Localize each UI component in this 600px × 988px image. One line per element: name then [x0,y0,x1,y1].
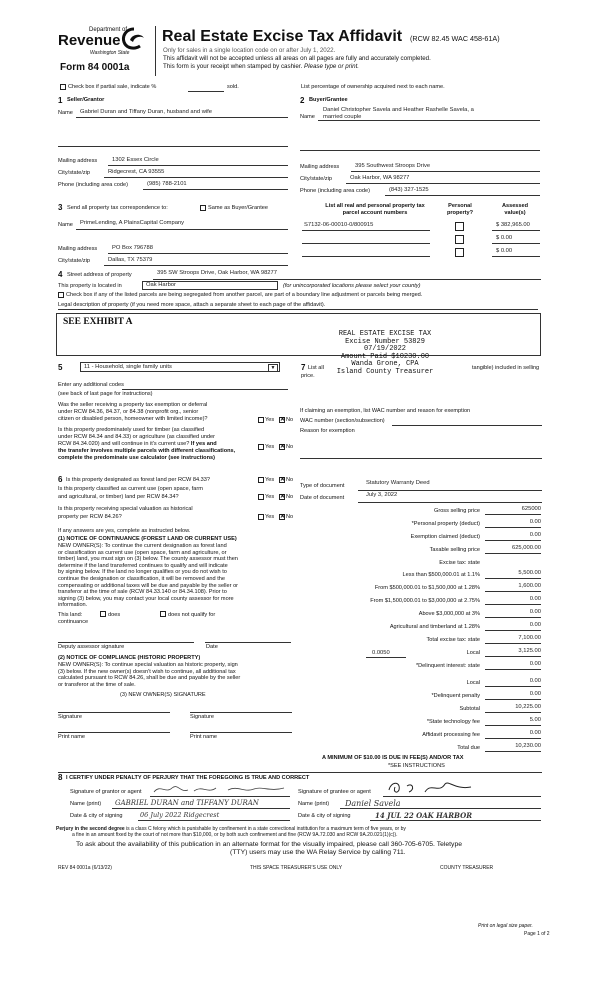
seller-phone-label: Phone (including area code) [58,182,128,188]
calc-value[interactable]: 625,000.00 [511,545,541,551]
calc-value[interactable]: 0.00 [529,730,541,736]
reason-label: Reason for exemption [300,428,355,434]
deputy-date-label: Date [206,644,218,650]
buyer-name-field-2[interactable]: married couple [323,114,362,120]
forest-yes-checkbox[interactable] [258,477,264,483]
location-select[interactable]: Oak Harbor [142,281,278,290]
same-as-buyer-checkbox[interactable] [200,205,206,211]
notice-line: transferor at the time of sale (RCW 84.33.140 or 84.34.108). Prior to [58,589,227,596]
treasurer-stamp [300,331,470,377]
grantee-name-label: Name (print) [298,801,330,807]
legal-description-text: SEE EXHIBIT A [63,317,133,327]
wac-label: WAC number (section/subsection) [300,418,385,424]
sold-label: sold. [227,84,239,90]
notice-line: (3) below. If the new owner(s) doesn't wish to continue, all additional tax [58,668,236,675]
partial-sale-checkbox[interactable] [60,84,66,90]
signature-label: Signature [58,714,82,720]
revenue-wordmark: Revenue [58,32,121,49]
legal-desc-label: Legal description of property (if you need more space, attach a separate sheet to each page of the affidavit). [58,302,326,308]
new-owner-signature-title: (3) NEW OWNER(S) SIGNATURE [120,692,206,698]
notice-compliance-body [58,662,240,688]
calc-label: From $500,000.01 to $1,500,000 at 1.28% [374,585,480,591]
calc-value[interactable]: 0.00 [529,596,541,602]
section5-q2-line4: the transfer involves multiple parcels with different classifications, [58,448,236,454]
notice-line: or classification as current use (open space, farm and agriculture, or [58,549,227,556]
additional-codes-label: Enter any additional codes [58,382,124,388]
buyer-name-field-1[interactable]: Daniel Christopher Savela and Heather Rashelle Savela, a [323,107,474,113]
no-label: No [286,514,294,520]
revision-label: REV 84 0001a (6/13/22) [58,865,112,871]
local-rate-field[interactable]: 0.0050 [372,650,390,656]
this-land-label: This land: [58,612,83,618]
segregated-checkbox[interactable] [58,292,64,298]
calc-label: Affidavit processing fee [422,732,480,738]
buyer-phone-field[interactable]: (843) 327-1525 [389,187,429,193]
buyer-city-label: City/state/zip [300,176,333,182]
does-label: does [108,612,121,618]
list-all-label: List all [308,365,324,371]
section5-q1-line1: Was the seller receiving a property tax exemption or deferral [58,402,208,408]
calc-value[interactable]: 3,125.00 [518,648,541,654]
calc-label: *Delinquent penalty [431,693,480,699]
seller-city-label: City/state/zip [58,170,91,176]
forest-no-checkbox[interactable]: ✕ [280,477,286,483]
notice-line: by signing below. If the land no longer qualifies or you do not wish to [58,569,227,576]
current-use-yes-checkbox[interactable] [258,494,264,500]
section5-q2-line2: under RCW 84.34 and 84.33) or agriculture (as classified under [58,434,216,440]
notice-line: timber) land, you must sign on (3) below. The county assessor must then [58,556,238,563]
grantor-signature-label: Signature of grantor or agent [70,789,142,795]
section5-q1-line3: citizen or disabled person, homeowner with limited income)? [58,416,208,422]
seller-name-field[interactable]: Gabriel Duran and Tiffany Duran, husband and wife [80,109,213,115]
section6-q3-line1: Is this property receiving special valuation as historical [58,506,193,512]
calc-label: Taxable selling price [429,547,480,553]
section8-number: 8 [58,773,63,782]
stamp-line: Amount Paid $10230.00 [340,352,430,361]
calc-value[interactable]: 0.00 [529,691,541,697]
yes-label: Yes [265,477,275,483]
current-use-no-checkbox[interactable]: ✕ [280,494,286,500]
tax-corr-name-field[interactable]: PrimeLending, A PlainsCapital Company [80,220,185,226]
price-label: price. [301,373,315,379]
located-label: This property is located in [58,283,122,289]
grantor-name-label: Name (print) [70,801,102,807]
calc-label: Gross selling price [433,508,480,514]
calc-value[interactable]: 0.00 [529,678,541,684]
stamp-line: Island County Treasurer [336,367,434,376]
tax-corr-name-label: Name [58,222,73,228]
minimum-due-note: A MINIMUM OF $10.00 IS DUE IN FEE(S) AND/OR TAX [322,755,464,761]
property-use-value: 11 - Household, single family units [84,364,172,370]
does-checkbox[interactable] [100,611,106,617]
calc-label: Exemption claimed (deduct) [410,534,480,540]
legal-paper-note: Print on legal size paper. [478,923,533,929]
notice-line: determine if the land transferred continues to qualify and will indicate [58,562,228,569]
section5-number: 5 [58,363,63,372]
header-divider [155,26,156,76]
calc-label: Total due [457,745,480,751]
tax-corr-section-number: 3 [58,203,63,212]
yes-label: Yes [265,514,275,520]
no-label: No [286,417,294,423]
section6-q2-line2: and agricultural, or timber) land per RCW 84.34? [58,494,179,500]
grantee-signature [385,778,475,796]
grantee-date-city[interactable]: 14 JUL 22 OAK HARBOR [375,811,473,820]
section5-q2-line1: Is this property predominately used for timber (as classified [58,427,205,433]
personal-property-checkbox[interactable] [455,248,464,257]
calc-label: Agricultural and timberland at 1.28% [389,624,480,630]
buyer-city-field[interactable]: Oak Harbor, WA 98277 [350,175,410,181]
buyer-name-label: Name [300,114,315,120]
notice-line: NEW OWNER(S): To continue special valuation as historic property, sign [58,662,238,668]
see-instructions-note: *SEE INSTRUCTIONS [388,763,445,769]
header-note-2: This affidavit will not be accepted unless all areas on all pages are fully and accurately completed. [163,55,431,62]
buyer-phone-label: Phone (including area code) [300,188,370,194]
exemption-label: If claiming an exemption, list WAC number and reason for exemption [300,408,471,414]
yes-label: Yes [265,494,275,500]
print-name-label: Print name [190,734,218,740]
street-label: Street address of property [67,272,132,278]
tangible-label: tangible) included in selling [472,365,540,371]
grantee-printed-name[interactable]: Daniel Savela [345,799,401,808]
personal-property-checkbox[interactable] [455,235,464,244]
seller-heading: Seller/Grantor [67,97,105,103]
grantor-printed-name[interactable]: GABRIEL DURAN and TIFFANY DURAN [115,799,259,807]
tax-corr-city-label: City/state/zip [58,258,91,264]
calc-label: Above $3,000,000 at 3% [418,611,480,617]
certify-statement: I CERTIFY UNDER PENALTY OF PERJURY THAT THE FOREGOING IS TRUE AND CORRECT [66,775,310,781]
personal-header: Personal [448,203,472,209]
does-not-label: does not qualify for [168,612,216,618]
assessed-value-field[interactable]: $ 0.00 [496,248,513,254]
alternate-format-line-1: To ask about the availability of this publication in an alternate format for the visually impaired, please call 360-705-6705. Teletype [76,841,463,848]
located-note: (for unincorporated locations please select your county) [283,283,421,289]
calc-label: *Delinquent interest: state [415,663,480,669]
property-use-select[interactable] [80,362,280,372]
notice-line: continue the designation or classification, it will be removed and the [58,575,225,582]
notice-line: signing (3) below, you may contact your local county assessor for more [58,595,234,602]
q1-no-checkbox[interactable]: ✕ [280,417,286,423]
section6-number: 6 [58,475,63,484]
calc-label: Total excise tax: state [426,637,480,643]
yes-label: Yes [265,444,275,450]
value-header: value(s) [504,210,526,216]
print-name-label: Print name [58,734,86,740]
stamp-line: Excise Number 53829 [345,337,425,346]
notice-continuance-body [58,543,238,609]
notice-line: calculated pursuant to RCW 84.26, shall be due and payable by the seller [58,675,241,682]
buyer-mail-field[interactable]: 395 Southwest Stroops Drive [355,163,431,169]
grantor-date-city-label: Date & city of signing [70,813,123,819]
doc-date-label: Date of document [300,495,345,501]
calc-label: Local [466,680,480,686]
calc-label: *Personal property (deduct) [411,521,480,527]
see-back-note: (see back of last page for instructions) [58,391,153,397]
notice-continuance-title: (1) NOTICE OF CONTINUANCE (FOREST LAND OR CURRENT USE) [58,536,237,542]
seller-city-field[interactable]: Ridgecrest, CA 93555 [108,169,165,175]
state-text: Washington State [90,50,130,56]
list-percentage-note: List percentage of ownership acquired next to each name. [301,84,445,90]
historic-yes-checkbox[interactable] [258,514,264,520]
treasurer-use-label: THIS SPACE TREASURER'S USE ONLY [250,865,343,871]
section5-q1-line2: under RCW 84.36, 84.37, or 84.38 (nonprofit org., senior [58,409,199,415]
historic-no-checkbox[interactable]: ✕ [280,514,286,520]
perjury-line-1: Perjury in the second degree is a class C felony which is punishable by confinement in a state correctional institution for a maximum term of five years, or by [56,826,406,832]
property-header: property? [446,210,474,216]
no-label: No [286,494,294,500]
deputy-signature-label: Deputy assessor signature [58,644,125,650]
street-field[interactable]: 395 SW Stroops Drive, Oak Harbor, WA 98277 [157,270,277,276]
notice-line: or transferor at the time of sale. [58,681,136,688]
parcels-header-1: List all real and personal property tax [325,203,425,209]
grantor-signature [150,782,290,796]
calc-value[interactable]: 625000 [521,506,541,512]
any-yes-note: If any answers are yes, complete as instructed below. [58,528,191,534]
does-not-checkbox[interactable] [160,611,166,617]
alternate-format-line-2: (TTY) users may use the WA Relay Service by calling 711. [230,849,406,856]
continuance-label: continuance [58,619,89,625]
grantee-date-city-label: Date & city of signing [298,813,351,819]
stamp-line: 07/19/2022 [363,345,406,354]
tax-corr-mail-label: Mailing address [58,246,98,252]
parcel-number-field[interactable]: S7132-06-00010-0/800915 [304,222,374,228]
buyer-heading: Buyer/Grantee [309,97,348,103]
personal-property-checkbox[interactable] [455,222,464,231]
calc-value[interactable]: 10,230.00 [515,743,541,749]
calc-value[interactable]: 5.00 [529,717,541,723]
calc-value[interactable]: 0.00 [529,609,541,615]
no-label: No [286,477,294,483]
tax-corr-mail-field[interactable]: PO Box 796788 [112,245,153,251]
doc-type-label: Type of document [300,483,345,489]
stamp-line: REAL ESTATE EXCISE TAX [338,330,432,338]
calc-value[interactable]: 0.00 [529,519,541,525]
calc-label: Local [466,650,480,656]
calc-value[interactable]: 7,100.00 [518,635,541,641]
segregated-label: Check box if any of the listed parcels are being segregated from another parcel, are part of a boundary line adjustment or parcels being merged. [66,292,423,298]
location-section-number: 4 [58,270,63,279]
seller-phone-field[interactable]: (985) 788-2101 [147,181,187,187]
notice-line: information. [58,602,88,609]
no-label: No [286,444,294,450]
seller-name-label: Name [58,110,73,116]
stamp-line: Wanda Grone, CPA [351,360,419,369]
seller-section-number: 1 [58,96,63,105]
form-number: Form 84 0001a [60,62,130,73]
calc-value[interactable]: 10,225.00 [515,704,541,710]
form-citation: (RCW 82.45 WAC 458-61A) [410,34,500,43]
calc-value[interactable]: 1,600.00 [518,583,541,589]
q2-yes-checkbox[interactable] [258,444,264,450]
seller-mail-label: Mailing address [58,158,98,164]
notice-line: NEW OWNER(S): To continue the current designation as forest land [58,543,227,549]
grantor-date-city[interactable]: 06 July 2022 Ridgecrest [140,811,220,819]
form-title: Real Estate Excise Tax Affidavit [162,28,403,45]
assessed-header: Assessed [501,203,529,209]
grantee-signature-label: Signature of grantee or agent [298,789,371,795]
doc-type-field[interactable]: Statutory Warranty Deed [366,480,430,486]
q2-no-checkbox[interactable]: ✕ [280,444,286,450]
partial-sale-label: Check box if partial sale, indicate % [68,84,157,90]
calc-value[interactable]: 0.00 [529,532,541,538]
calc-value[interactable]: 5,500.00 [518,570,541,576]
calc-label: Subtotal [459,706,480,712]
same-as-buyer-label: Same as Buyer/Grantee [208,205,269,211]
header-note-3: This form is your receipt when stamped by cashier. Please type or print. [163,63,360,70]
chevron-down-icon[interactable]: ▼ [268,364,278,372]
section6-q3-line2: property per RCW 84.26? [58,514,122,520]
tax-corr-label: Send all property tax correspondence to: [67,205,168,211]
section7-number: 7 [301,363,306,372]
buyer-section-number: 2 [300,96,305,105]
perjury-line-2: a fine in an amount fixed by the court of not more than $10,000, or by both such confinement and fine (RCW 9A.72.030 and RCW 9A.20.021(1)(c)). [72,832,398,838]
buyer-mail-label: Mailing address [300,164,340,170]
page-number: Page 1 of 2 [524,931,550,937]
assessed-value-field[interactable]: $ 382,965.00 [496,222,530,228]
calc-label: Excise tax: state [439,560,480,566]
calc-label: *State technology fee [426,719,480,725]
calc-value[interactable]: 0.00 [529,661,541,667]
section5-q2-line5: complete the predominate use calculator (see instructions) [58,455,215,461]
section6-q2-line1: Is this property classified as current use (open space, farm [58,486,203,492]
parcels-header-2: parcel account numbers [342,210,408,216]
calc-value[interactable]: 0.00 [529,622,541,628]
section5-q2-line3: RCW 84.34.020) and will continue in it's current use? If yes and [58,441,217,447]
revenue-swirl-icon [121,27,147,51]
section6-q1: Is this property designated as forest land per RCW 84.33? [66,477,210,483]
q1-yes-checkbox[interactable] [258,417,264,423]
county-treasurer-label: COUNTY TREASURER [440,865,494,871]
notice-line: compensating or additional taxes will be due and payable by the seller or [58,582,239,589]
header-note-1: Only for sales in a single location code on or after July 1, 2022. [163,47,336,54]
notice-compliance-title: (2) NOTICE OF COMPLIANCE (HISTORIC PROPERTY) [58,655,201,661]
yes-label: Yes [265,417,275,423]
calc-label: From $1,500,000.01 to $3,000,000 at 2.75% [370,598,480,604]
tax-corr-city-field[interactable]: Dallas, TX 75379 [108,257,153,263]
assessed-value-field[interactable]: $ 0.00 [496,235,513,241]
seller-mail-field[interactable]: 1302 Essex Circle [112,157,159,163]
dept-of-text: Department of [89,27,128,33]
calc-label: Less than $500,000.01 at 1.1% [402,572,480,578]
signature-label: Signature [190,714,214,720]
doc-date-field[interactable]: July 3, 2022 [366,492,398,498]
